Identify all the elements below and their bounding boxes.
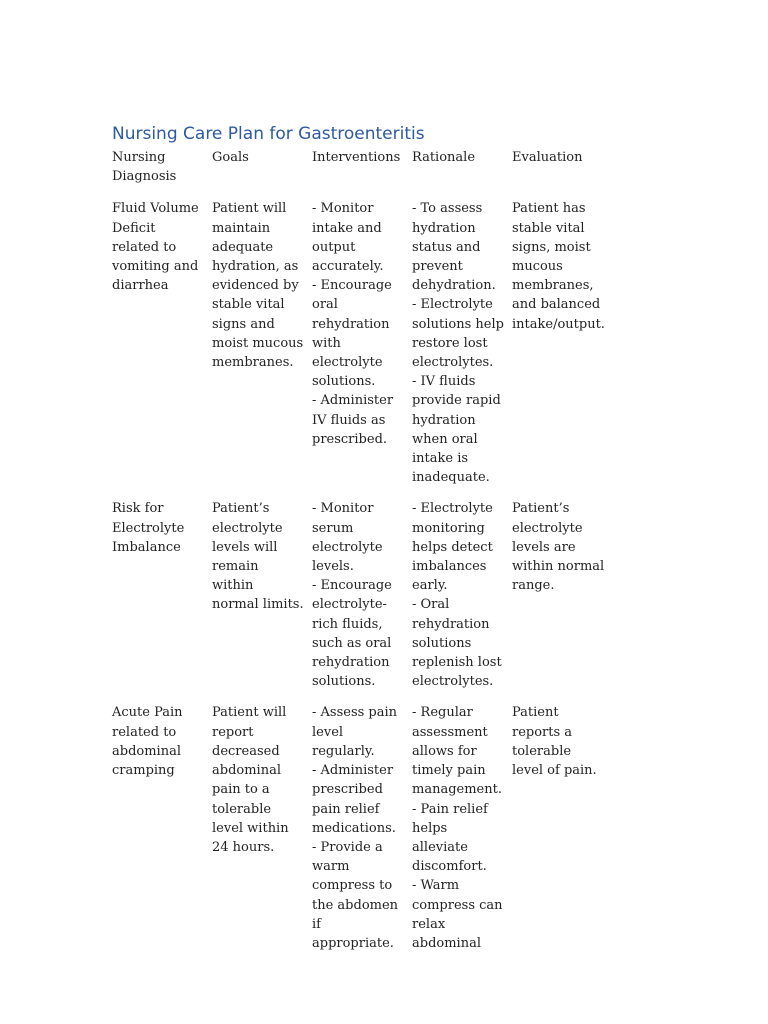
rationale-item: - Pain relief helps alleviate discomfort.	[412, 801, 488, 875]
goal-cell: Patient will maintain adequate hydration, as evidenced by stable vital signs and moist mucous membranes.	[212, 201, 304, 371]
header-goals: Goals	[212, 150, 249, 165]
header-interventions: Interventions	[312, 150, 401, 165]
intervention-item: - Encourage electrolyte-rich fluids, such as oral rehydration solutions.	[312, 578, 392, 690]
table-row	[108, 199, 609, 499]
evaluation-cell: Patient’s electrolyte levels are within normal range.	[512, 501, 605, 594]
interventions-cell	[308, 703, 408, 965]
interventions-cell	[308, 199, 408, 499]
rationale-cell	[408, 499, 508, 703]
diagnosis-cell: Acute Pain related to abdominal cramping	[112, 705, 183, 779]
rationale-item: - To assess hydration status and prevent dehydration.	[412, 201, 496, 294]
rationale-cell	[408, 703, 508, 965]
intervention-item: - Encourage oral rehydration with electrolyte solutions.	[312, 278, 392, 390]
diagnosis-cell: Risk for Electrolyte Imbalance	[112, 501, 185, 555]
rationale-item: - Oral rehydration solutions replenish lost electrolytes.	[412, 597, 502, 690]
document-title: Nursing Care Plan for Gastroenteritis	[112, 124, 425, 144]
intervention-item: - Administer IV fluids as prescribed.	[312, 393, 394, 447]
table-row	[108, 499, 609, 703]
evaluation-cell: Patient has stable vital signs, moist mucous membranes, and balanced intake/output.	[512, 201, 605, 332]
header-nursing-diagnosis: Nursing Diagnosis	[112, 150, 177, 185]
header-evaluation: Evaluation	[512, 150, 583, 165]
rationale-item: - Regular assessment allows for timely pain management.	[412, 705, 502, 798]
table-row	[108, 703, 609, 965]
care-plan-table	[108, 148, 609, 965]
goal-cell: Patient’s electrolyte levels will remain within normal limits.	[212, 501, 304, 613]
goal-cell: Patient will report decreased abdominal pain to a tolerable level within 24 hours.	[212, 705, 289, 855]
table-header-row	[108, 148, 609, 199]
intervention-item: - Administer prescribed pain relief medications.	[312, 763, 396, 836]
intervention-item: - Provide a warm compress to the abdomen if appropriate.	[312, 839, 399, 951]
header-rationale: Rationale	[412, 150, 476, 165]
intervention-item: - Assess pain level regularly.	[312, 705, 398, 759]
diagnosis-cell: Fluid Volume Deficit related to vomiting and diarrhea	[112, 201, 199, 294]
evaluation-cell: Patient reports a tolerable level of pain.	[512, 705, 597, 779]
rationale-item: - Electrolyte solutions help restore lost electrolytes.	[412, 297, 504, 371]
rationale-item: - Electrolyte monitoring helps detect imbalances early.	[412, 501, 493, 594]
intervention-item: - Monitor serum electrolyte levels.	[312, 501, 383, 575]
interventions-cell	[308, 499, 408, 703]
rationale-item: - IV fluids provide rapid hydration when oral intake is inadequate.	[412, 374, 501, 486]
rationale-cell	[408, 199, 508, 499]
rationale-item: - Warm compress can relax abdominal	[412, 878, 503, 951]
intervention-item: - Monitor intake and output accurately.	[312, 201, 384, 275]
